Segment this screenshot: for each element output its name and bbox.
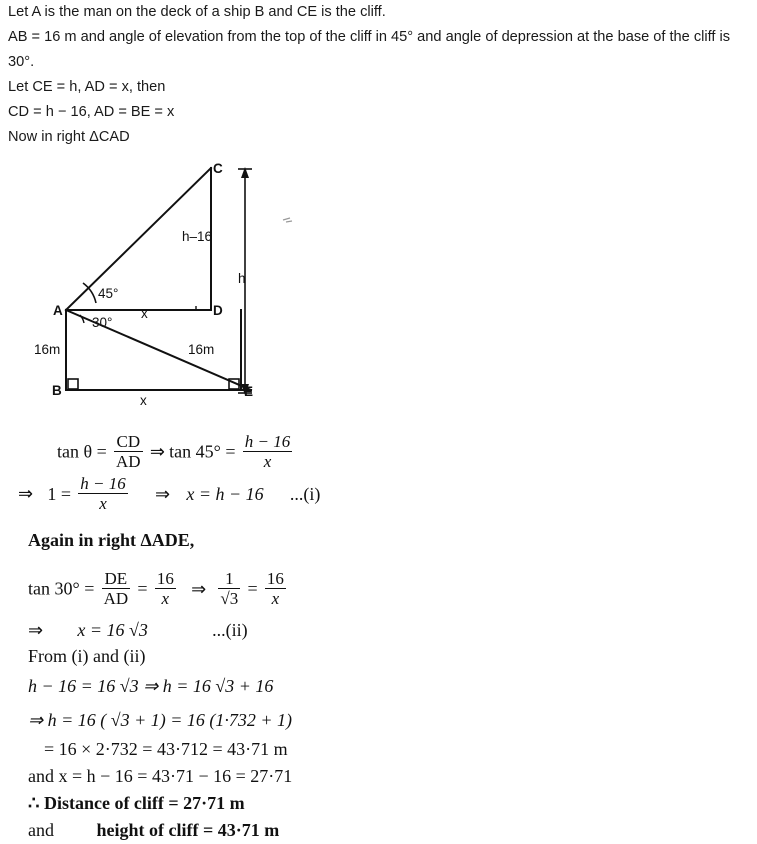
one-equals: 1 =	[47, 483, 71, 504]
solution-line-2	[18, 474, 320, 514]
solution-line-12	[28, 820, 279, 841]
implies-arrow-4: ⇒	[191, 578, 207, 599]
fraction-16-x-2	[265, 569, 286, 609]
label-h: h	[238, 271, 246, 286]
fraction-numerator: 1	[225, 569, 234, 588]
label-h-minus-16: h–16	[182, 229, 213, 244]
fraction-h16-x	[243, 432, 292, 472]
geometry-figure	[0, 155, 757, 410]
label-angle-45: 45°	[98, 286, 119, 301]
fraction-denominator: AD	[116, 452, 141, 472]
line-12-text: height of cliff = 43·71 m	[96, 820, 280, 840]
tan-30-label: tan 30° =	[28, 578, 95, 599]
label-x-top: x	[141, 306, 148, 321]
label-e: E	[244, 384, 254, 399]
fraction-cd-ad	[114, 432, 143, 472]
fraction-numerator: CD	[116, 432, 141, 451]
fraction-de-ad	[102, 569, 131, 609]
fraction-denominator: x	[155, 588, 176, 609]
fraction-numerator: h − 16	[80, 474, 126, 493]
equals-1: =	[137, 578, 148, 599]
implies-arrow-2: ⇒	[18, 483, 34, 504]
implies-arrow-5: ⇒	[28, 620, 44, 640]
implies-arrow-3: ⇒	[154, 483, 171, 504]
solution-line-8: ⇒ h = 16 ( √3 + 1) = 16 (1·732 + 1)	[28, 710, 293, 730]
label-angle-30: 30°	[92, 315, 113, 330]
solution-line-7: h − 16 = 16 √3 ⇒ h = 16 √3 + 16	[28, 676, 274, 696]
fraction-h16-x-2	[78, 474, 127, 514]
label-16m-left: 16m	[34, 342, 61, 357]
fraction-denominator: x	[78, 493, 127, 514]
tan-theta-label: tan θ =	[57, 441, 107, 462]
solution-line-10: and x = h − 16 = 43·71 − 16 = 27·71	[28, 766, 293, 786]
solution-line-9: = 16 × 2·732 = 43·712 = 43·71 m	[44, 739, 288, 759]
solution-line-5	[28, 620, 248, 641]
solution-line-1	[57, 432, 295, 472]
equals-2: =	[247, 578, 258, 599]
line-12-and: and	[28, 820, 54, 840]
solution-line-11: ∴ Distance of cliff = 27·71 m	[28, 793, 245, 813]
fraction-denominator: AD	[103, 589, 129, 609]
intro-line-1: Let A is the man on the deck of a ship B and CE is the cliff.	[8, 4, 386, 20]
equation-ref-i: ...(i)	[289, 483, 321, 504]
fraction-numerator: 16	[266, 569, 284, 588]
label-b: B	[52, 383, 62, 398]
solution-line-3: Again in right ΔADE,	[28, 530, 195, 550]
fraction-denominator: √3	[220, 589, 239, 609]
label-d: D	[213, 303, 223, 318]
fraction-1-sqrt3	[218, 569, 240, 609]
label-16m-right: 16m	[188, 342, 215, 357]
label-a: A	[53, 303, 63, 318]
fraction-denominator: x	[243, 451, 292, 472]
implies-arrow-1: ⇒	[149, 441, 165, 462]
solution-line-6: From (i) and (ii)	[28, 646, 146, 666]
fraction-numerator: DE	[104, 569, 128, 588]
intro-line-4: CD = h − 16, AD = BE = x	[8, 104, 175, 120]
fraction-denominator: x	[265, 588, 286, 609]
fraction-16-x	[155, 569, 176, 609]
equation-ii: x = 16 √3	[77, 620, 148, 640]
equation-ref-ii: ...(ii)	[212, 620, 248, 640]
tan-45-label: tan 45° =	[169, 441, 236, 462]
label-x-bottom: x	[140, 393, 147, 408]
label-c: C	[213, 161, 223, 176]
problem-statement	[8, 0, 753, 150]
fraction-numerator: h − 16	[244, 432, 291, 451]
intro-line-3: Let CE = h, AD = x, then	[8, 79, 166, 95]
intro-line-5: Now in right ΔCAD	[8, 129, 130, 145]
intro-line-2: AB = 16 m and angle of elevation from the top of the cliff in 45° and angle of depression at the base of the cliff is 30°.	[8, 29, 731, 70]
solution-line-4	[28, 569, 289, 609]
fraction-numerator: 16	[156, 569, 174, 588]
equation-i: x = h − 16	[186, 483, 264, 504]
